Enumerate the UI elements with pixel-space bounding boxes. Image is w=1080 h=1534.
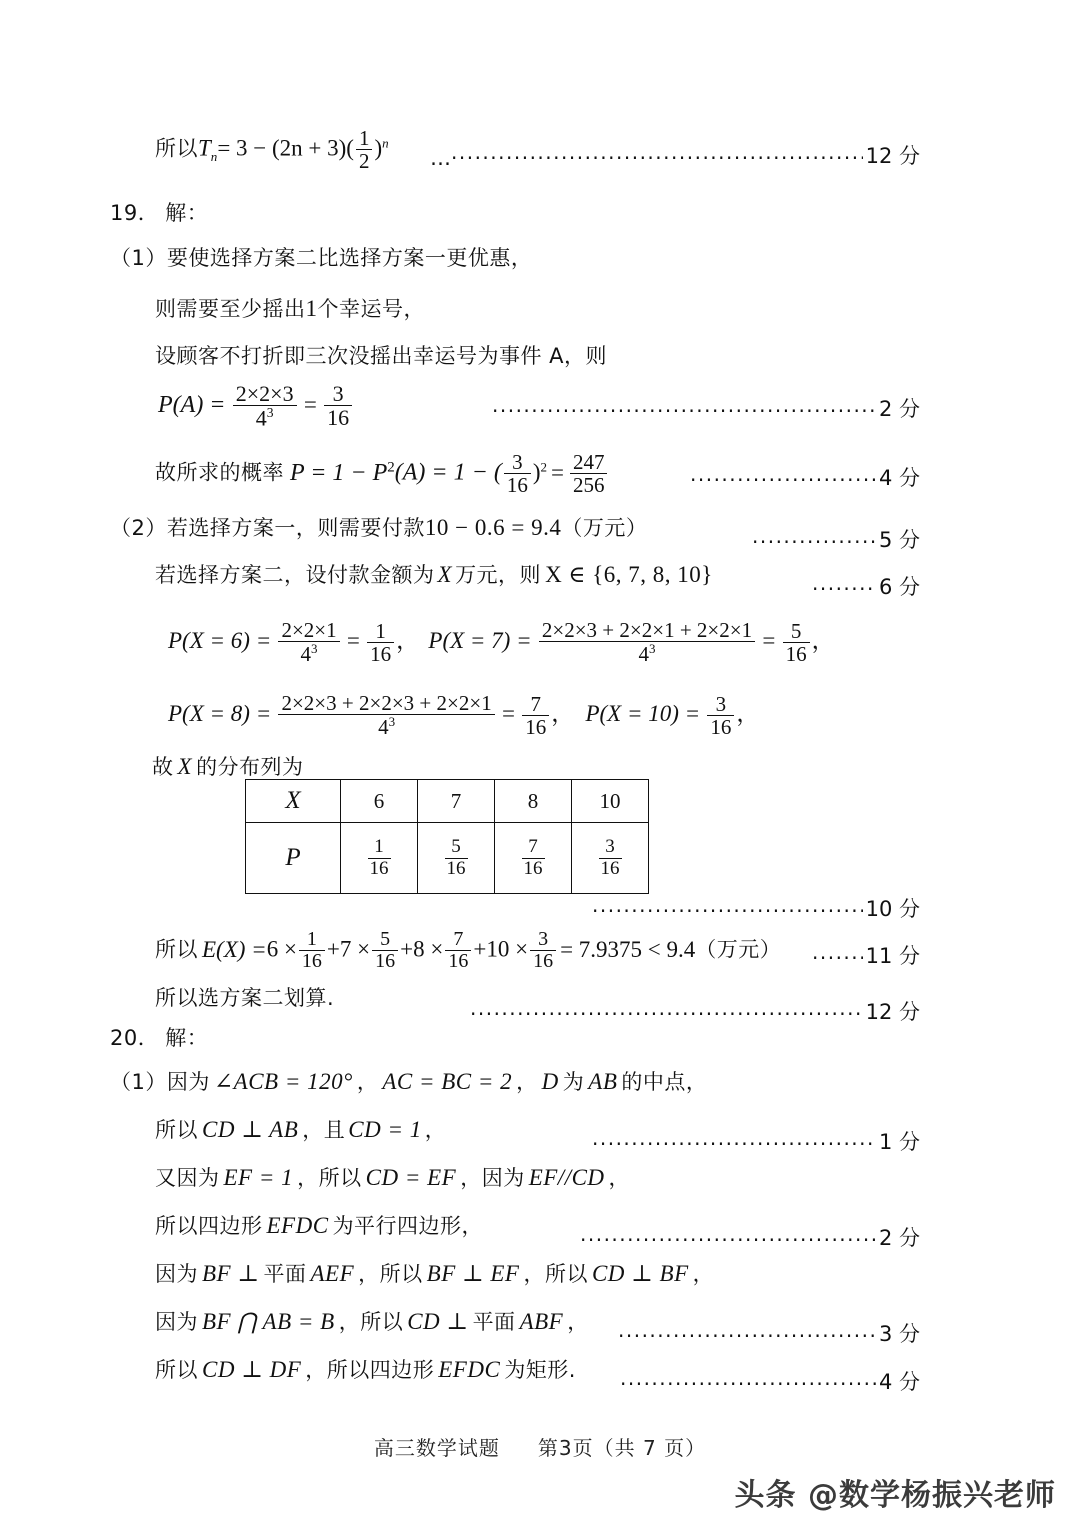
q19-label: 解： (165, 201, 209, 225)
cd-perp-df: CD ⊥ DF (202, 1357, 302, 1382)
dot-leader (812, 946, 863, 967)
q20-label: 解： (165, 1026, 209, 1050)
score-1: 1 分 (878, 1130, 920, 1154)
q19-part2-line2: 若选择方案二，设付款金额为 X 万元，则 X ∈ {6, 7, 8, 10} (155, 562, 713, 587)
q20-line5: 因为 BF ⊥ 平面 AEF ，所以 BF ⊥ EF ，所以 CD ⊥ BF ， (155, 1261, 715, 1286)
quad-efdc-1: EFDC (266, 1213, 329, 1238)
formula-prob: 故所求的概率 $P = 1 - P^2(A) = 1$ − ( $\frac{3}{16}$ )$^2$ = $\frac{247}{256}$ (155, 452, 609, 498)
table-cell-p-0: $\frac{1}{16}$ (341, 823, 418, 894)
dot-leader (492, 399, 876, 420)
watermark: 头条 @数学杨振兴老师 (734, 1478, 1056, 1513)
X-support-set: X ∈ {6, 7, 8, 10} (545, 562, 713, 587)
score-5: 5 分 (878, 528, 920, 552)
formula-px8-fraction: $\frac{2\times 2\times 3 + 2\times 2\times 3 + 2\times 2\times 1}{4^3}$ (278, 692, 494, 739)
leader-ellipsis: … (430, 146, 451, 170)
formula-ex-prefix: 所以 (155, 937, 198, 962)
q20-part1-line1: （1）因为 ∠ACB = 120° ， AC = BC = 2 ， D 为 AB 的中点， (110, 1069, 708, 1094)
q20-line7: 所以 CD ⊥ DF ，所以四边形 EFDC 为矩形. (155, 1357, 576, 1382)
score-4: 4 分 (878, 466, 920, 490)
formula-prob-expr2: (A) = 1 − ( (394, 459, 502, 486)
formula-pa-label: P(A) = (158, 391, 226, 418)
formula-tn-prefix: 所以 (155, 136, 198, 161)
table-header-P: P (246, 823, 341, 894)
dot-leader (690, 468, 876, 489)
ac-bc: AC = BC = 2 (382, 1069, 513, 1094)
segment-ab: AB (588, 1069, 618, 1094)
score-3: 3 分 (878, 1322, 920, 1346)
lucky-count: 1 (305, 296, 318, 321)
cd-eq-ef: CD = EF (365, 1165, 457, 1190)
table-cell-x-3: 10 (572, 780, 649, 823)
ex-result: = 7.9375 < 9.4 (560, 936, 696, 962)
formula-px7-result: $\frac{5}{16}$ (783, 620, 810, 666)
dot-leader (451, 146, 863, 167)
formula-px10-result: $\frac{3}{16}$ (707, 693, 734, 739)
q20-part1-tag: （1） (110, 1070, 167, 1094)
plan1-payment: 10 − 0.6 = 9.4 (424, 515, 562, 540)
formula-tn-body: = 3 − (2n + 3)( (217, 135, 354, 161)
table-cell-x-0: 6 (341, 780, 418, 823)
ex-term-2-fraction: $\frac{7}{16}$ (445, 929, 471, 972)
ex-term-2-coef: 8 × (413, 936, 444, 962)
distribution-table (245, 779, 649, 894)
ex-term-0-fraction: $\frac{1}{16}$ (299, 929, 325, 972)
ex-term-1-coef: 7 × (339, 936, 371, 962)
formula-px8-px10: P(X = 8) = $\frac{2\times 2\times 3 + 2\times 2\times 3 + 2\times 2\times 1}{4^3}$ = $\frac{7}{16}$ ， P(X = 10) = $\frac{3}{16}$ ， (168, 691, 760, 740)
q19-number: 19． 解： (110, 201, 209, 225)
cd-perp-ab: CD ⊥ AB (202, 1117, 299, 1142)
dot-leader (470, 1002, 863, 1023)
formula-px10-label: P(X = 10) = (585, 701, 701, 727)
formula-pa-fraction: $\frac{2\times 2\times 3}{4^3}$ (233, 382, 297, 430)
leader-q20-4 (620, 1366, 920, 1396)
formula-tn-exponent: n (382, 135, 389, 151)
dot-leader (620, 1372, 876, 1393)
cd-perp-plane: CD ⊥ (407, 1309, 469, 1334)
q19-part2-line1: （2）若选择方案一，则需要付款10 − 0.6 = 9.4（万元） (110, 515, 648, 540)
q20-line3: 又因为 EF = 1 ，所以 CD = EF ，因为 EF//CD ， (155, 1165, 631, 1190)
formula-px7-label: P(X = 7) = (428, 628, 532, 654)
score-11: 11 分 (865, 944, 920, 968)
bf-perp: BF ⊥ (202, 1261, 260, 1286)
formula-ex-label: E(X) = (202, 936, 267, 962)
random-var-X: X (437, 562, 453, 587)
leader-prob (690, 462, 920, 492)
table-cell-p-3: $\frac{3}{16}$ (572, 823, 649, 894)
formula-expectation: 所以 E(X) =6 × $\frac{1}{16}$ +7 × $\frac{5}{16}$ +8 × $\frac{7}{16}$ +10 × $\frac{3}{16}$ = 7.9375 < 9.4（万元） (155, 928, 782, 973)
formula-px8-result: $\frac{7}{16}$ (522, 693, 549, 739)
leader-q20-2 (580, 1222, 920, 1252)
dot-leader (592, 899, 863, 920)
q19-part1-line3: 设顾客不打折即三次没摇出幸运号为事件 A，则 (155, 344, 608, 368)
q20-line2: 所以 CD ⊥ AB ，且 CD = 1 ， (155, 1117, 447, 1142)
q20-line4: 所以四边形 EFDC 为平行四边形， (155, 1213, 484, 1238)
formula-px8-label: P(X = 8) = (168, 701, 272, 727)
formula-pa-result: $\frac{3}{16}$ (324, 382, 352, 430)
plane-aef: AEF (310, 1261, 355, 1286)
footer-title: 高三数学试题 (373, 1436, 500, 1460)
score-2-q20: 2 分 (878, 1226, 920, 1250)
formula-tn-fraction: $\frac{1}{2}$ (356, 127, 373, 173)
leader-plan2 (812, 571, 920, 601)
leader-plan1 (752, 524, 920, 554)
ef-parallel-cd: EF//CD (528, 1165, 605, 1190)
cd-perp-bf: CD ⊥ BF (591, 1261, 689, 1286)
dot-leader (618, 1324, 876, 1345)
point-d: D (541, 1069, 559, 1094)
formula-prob-result: $\frac{247}{256}$ (570, 451, 608, 497)
leader-q20-1 (592, 1126, 920, 1156)
table-cell-p-1: $\frac{5}{16}$ (418, 823, 495, 894)
formula-tn-subscript: n (210, 148, 218, 164)
ef-length: EF = 1 (223, 1165, 294, 1190)
page-footer (0, 1432, 1080, 1461)
formula-pa-equals: = (303, 391, 317, 417)
bf-perp-ef: BF ⊥ EF (426, 1261, 520, 1286)
score-6: 6 分 (878, 575, 920, 599)
ex-term-3-coef: 10 × (486, 936, 529, 962)
formula-px6-px7: P(X = 6) = $\frac{2\times 2\times 1}{4^3}$ = $\frac{1}{16}$ ， P(X = 7) = $\frac{2\times 2\times 3 + 2\times 2\times 1 + 2\times 2\times 1}{4^3}$ = $\frac{5}{16}$ ， (168, 618, 835, 667)
formula-pa-denominator: $4^3$ (233, 405, 297, 430)
leader-ex (812, 940, 920, 970)
table-row-x (246, 780, 649, 823)
q19-part1-tag: （1） (110, 246, 167, 270)
formula-prob-prefix: 故所求的概率 (155, 460, 284, 485)
ex-term-3-fraction: $\frac{3}{16}$ (530, 929, 556, 972)
table-cell-p-2: $\frac{7}{16}$ (495, 823, 572, 894)
formula-pa (158, 383, 354, 431)
formula-px7-fraction: $\frac{2\times 2\times 3 + 2\times 2\times 1 + 2\times 2\times 1}{4^3}$ (539, 619, 755, 666)
leader-dist (592, 893, 920, 923)
q20-number: 20． 解： (110, 1026, 209, 1050)
table-cell-x-1: 7 (418, 780, 495, 823)
formula-tn (155, 128, 389, 174)
plane-abf: ABF (519, 1309, 564, 1334)
table-row-p (246, 823, 649, 894)
ex-unit: （万元） (695, 937, 782, 962)
q19-part1-line1: （1）要使选择方案二比选择方案一更优惠， (110, 246, 533, 270)
q19-part1-line2: 则需要至少摇出1个幸运号， (155, 296, 425, 321)
formula-prob-expr1: P = 1 − P (290, 459, 388, 486)
score-12-bottom: 12 分 (865, 1000, 920, 1024)
leader-tn (430, 140, 920, 170)
score-12-top: 12 分 (865, 144, 920, 168)
dot-leader (752, 530, 876, 551)
leader-concl (470, 996, 920, 1026)
table-cell-x-2: 8 (495, 780, 572, 823)
formula-prob-inner-fraction: $\frac{3}{16}$ (504, 451, 531, 497)
angle-acb: ∠ACB = 120° (213, 1069, 353, 1094)
bf-cap-ab: BF ⋂ AB = B (202, 1309, 335, 1334)
formula-tn-close: ) (374, 135, 383, 161)
leader-pa (492, 393, 920, 423)
score-10: 10 分 (865, 897, 920, 921)
formula-px6-label: P(X = 6) = (168, 628, 272, 654)
dot-leader (580, 1228, 876, 1249)
table-header-X: X (246, 780, 341, 823)
footer-page-label: 第3页（共 7 页） (537, 1436, 707, 1460)
ex-term-0-coef: 6 × (266, 936, 297, 962)
q19-conclusion: 所以选方案二划算. (155, 986, 335, 1010)
dot-leader (592, 1132, 876, 1153)
formula-tn-var: T (198, 135, 211, 161)
formula-px6-fraction: $\frac{2\times 2\times 1}{4^3}$ (278, 619, 339, 666)
formula-px6-result: $\frac{1}{16}$ (367, 620, 394, 666)
quad-efdc-2: EFDC (438, 1357, 501, 1382)
dist-caption: 故 X 的分布列为 (152, 754, 304, 779)
q19-part2-tag: （2） (110, 516, 167, 540)
cd-length: CD = 1 (348, 1117, 422, 1142)
ex-term-1-fraction: $\frac{5}{16}$ (372, 929, 398, 972)
score-4-q20: 4 分 (878, 1370, 920, 1394)
leader-q20-3 (618, 1318, 920, 1348)
q20-line6: 因为 BF ⋂ AB = B ，所以 CD ⊥ 平面 ABF ， (155, 1309, 589, 1334)
score-2: 2 分 (878, 397, 920, 421)
dot-leader (812, 577, 876, 598)
